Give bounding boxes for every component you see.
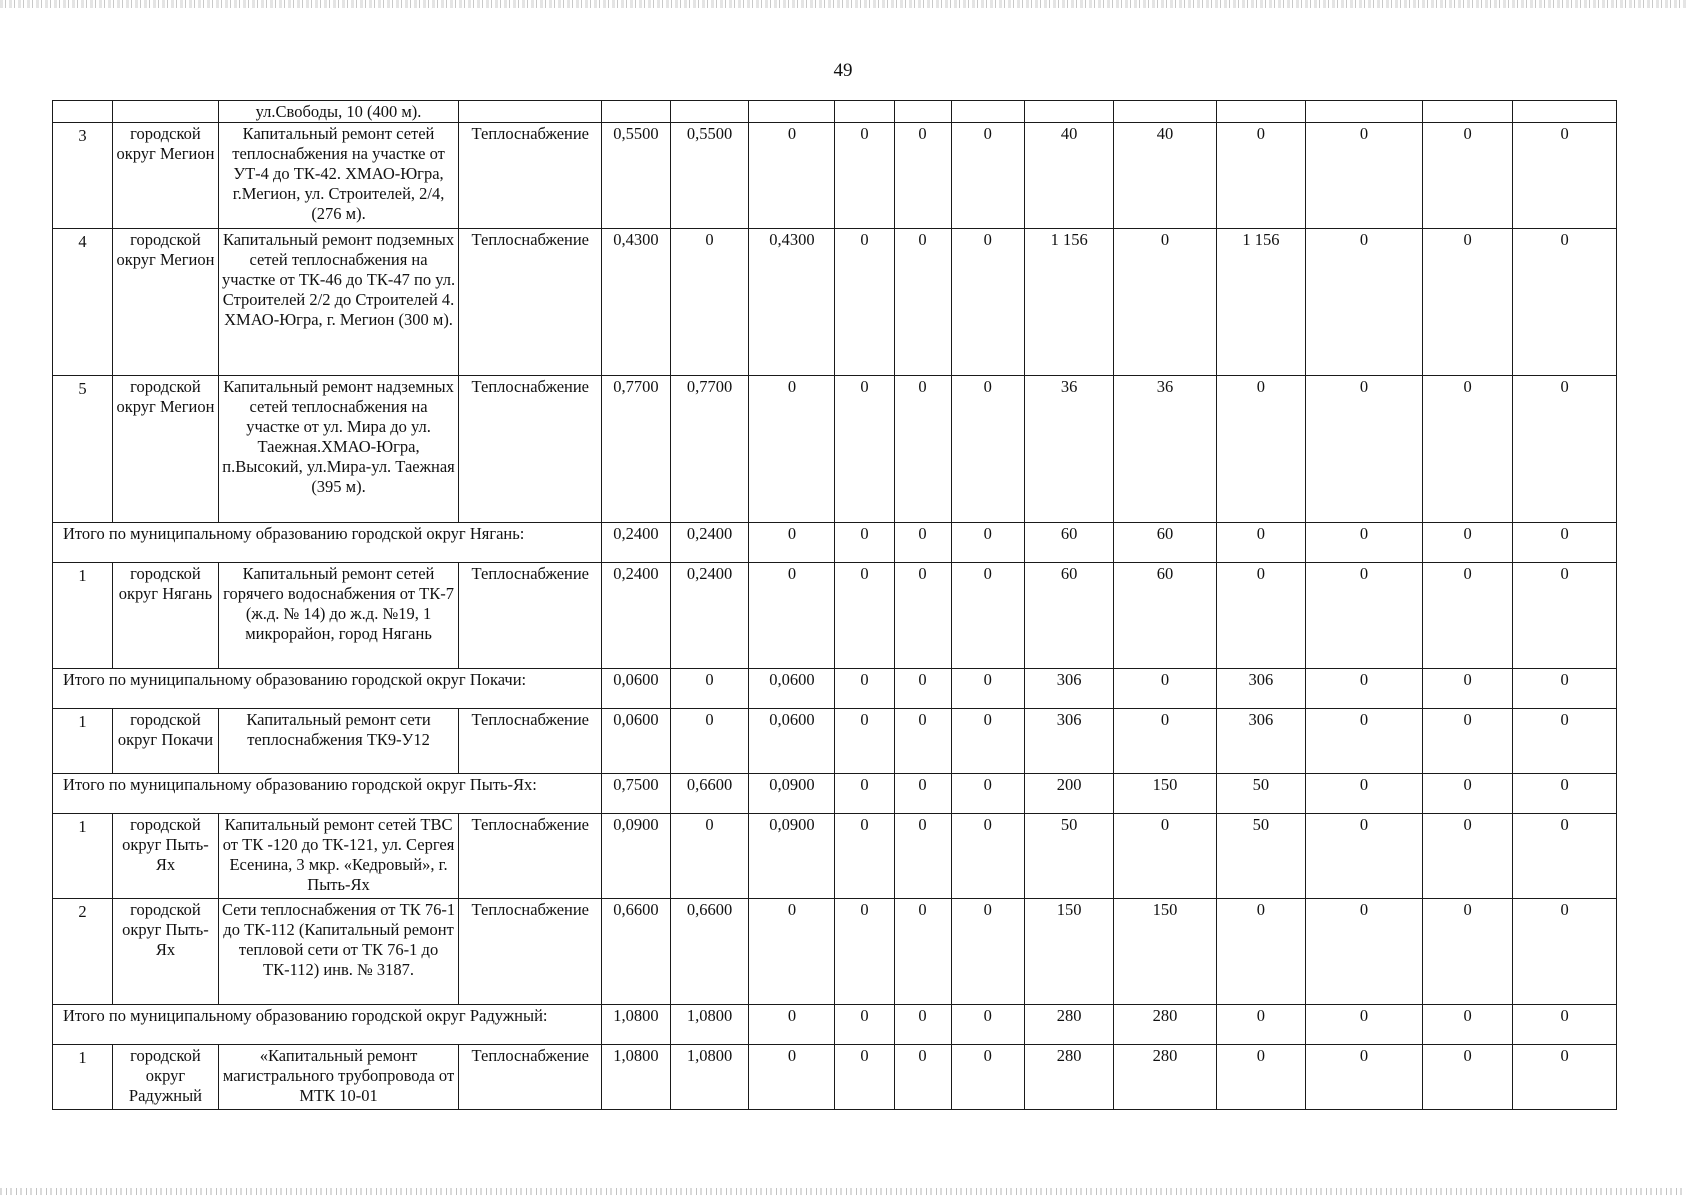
cell-value: 0: [1114, 229, 1217, 376]
cell-value: 0: [1423, 899, 1513, 1005]
cell-value: 36: [1114, 376, 1217, 523]
cell-value: 0: [835, 899, 894, 1005]
cell-value: 0: [670, 229, 749, 376]
table-row-subtotal: [53, 774, 1617, 814]
cell-value: 0: [1305, 523, 1422, 563]
cell-value: 306: [1216, 709, 1305, 774]
cell-value: 0: [1513, 774, 1617, 814]
cell-value: 0: [1513, 523, 1617, 563]
cell-kind: Теплоснабжение: [459, 709, 602, 774]
scan-edge-top: [0, 0, 1686, 8]
cell-value: 0,0600: [749, 669, 835, 709]
table-row: [53, 709, 1617, 774]
cell-value: 0: [1305, 1005, 1422, 1045]
cell-value: 0: [1513, 1005, 1617, 1045]
cell-value: 0: [951, 899, 1025, 1005]
program-table: [52, 100, 1617, 1110]
cell-value: 0: [1114, 709, 1217, 774]
cell-value: 0: [835, 123, 894, 229]
cell-no: [53, 101, 113, 123]
cell-value: 280: [1114, 1005, 1217, 1045]
cell-value: 0: [1216, 899, 1305, 1005]
cell-value: 0,0600: [749, 709, 835, 774]
table-row: [53, 814, 1617, 899]
cell-kind: Теплоснабжение: [459, 899, 602, 1005]
cell-object-name: ул.Свободы, 10 (400 м).: [218, 101, 458, 123]
cell-value: 0: [835, 669, 894, 709]
cell-value: 0: [1305, 563, 1422, 669]
cell-value: 0: [749, 523, 835, 563]
table-row-subtotal: [53, 669, 1617, 709]
cell-object-name: Капитальный ремонт подземных сетей теплоснабжения на участке от ТК-46 до ТК-47 по ул. Строителей 2/2 до Строителей 4. ХМАО-Югра, г. Мегион (300 м).: [218, 229, 458, 376]
cell-value: 0: [670, 669, 749, 709]
cell-value: 0: [1423, 523, 1513, 563]
cell-value: 0: [1305, 1045, 1422, 1110]
cell-value: 0: [835, 814, 894, 899]
cell-value: 0: [894, 376, 951, 523]
cell-value: 0: [1305, 709, 1422, 774]
cell-value: 50: [1025, 814, 1114, 899]
cell-value: 40: [1025, 123, 1114, 229]
cell-value: 0: [951, 669, 1025, 709]
cell-value: 0: [1305, 229, 1422, 376]
cell-value: [1513, 101, 1617, 123]
cell-municipality: городской округ Радужный: [113, 1045, 219, 1110]
cell-value: 0: [1513, 563, 1617, 669]
cell-value: 0: [749, 563, 835, 669]
cell-value: 50: [1216, 774, 1305, 814]
cell-value: 306: [1025, 669, 1114, 709]
cell-value: 0,6600: [670, 899, 749, 1005]
cell-object-name: Сети теплоснабжения от ТК 76-1 до ТК-112 (Капитальный ремонт тепловой сети от ТК 76-1 до ТК-112) инв. № 3187.: [218, 899, 458, 1005]
subtotal-label: Итого по муниципальному образованию городской округ Радужный:: [53, 1005, 602, 1045]
cell-value: 0: [1423, 774, 1513, 814]
cell-value: 0: [749, 899, 835, 1005]
cell-value: 0: [835, 563, 894, 669]
cell-no: 1: [53, 709, 113, 774]
cell-value: 0,7500: [602, 774, 670, 814]
cell-value: 0: [1513, 229, 1617, 376]
cell-value: 0: [1216, 563, 1305, 669]
cell-value: 0: [894, 123, 951, 229]
table-row: [53, 1045, 1617, 1110]
cell-value: [1305, 101, 1422, 123]
cell-value: 0: [1423, 709, 1513, 774]
cell-value: 0,2400: [670, 563, 749, 669]
cell-value: 0,5500: [602, 123, 670, 229]
cell-value: 0: [1513, 376, 1617, 523]
cell-value: [951, 101, 1025, 123]
cell-municipality: городской округ Покачи: [113, 709, 219, 774]
cell-value: 0: [894, 709, 951, 774]
cell-kind: Теплоснабжение: [459, 814, 602, 899]
cell-value: [1216, 101, 1305, 123]
cell-value: 0: [1513, 123, 1617, 229]
cell-municipality: городской округ Мегион: [113, 229, 219, 376]
cell-value: 0: [835, 523, 894, 563]
cell-value: 0: [1513, 669, 1617, 709]
table-row: [53, 123, 1617, 229]
cell-municipality: городской округ Мегион: [113, 376, 219, 523]
cell-value: 0: [1513, 899, 1617, 1005]
cell-value: [670, 101, 749, 123]
cell-value: 0: [1423, 376, 1513, 523]
cell-no: 1: [53, 1045, 113, 1110]
cell-object-name: Капитальный ремонт сетей теплоснабжения на участке от УТ-4 до ТК-42. ХМАО-Югра, г.Мегион, ул. Строителей, 2/4, (276 м).: [218, 123, 458, 229]
scan-edge-bottom: [0, 1188, 1686, 1195]
table-row: [53, 229, 1617, 376]
cell-value: 0: [951, 814, 1025, 899]
table-row-continuation: [53, 101, 1617, 123]
cell-value: 0: [894, 814, 951, 899]
page-number: 49: [833, 60, 853, 81]
cell-value: 0: [1423, 563, 1513, 669]
cell-value: 150: [1114, 774, 1217, 814]
table-row-subtotal: [53, 1005, 1617, 1045]
cell-value: 0,0900: [749, 814, 835, 899]
cell-value: 0: [749, 123, 835, 229]
cell-value: 0: [951, 774, 1025, 814]
cell-value: 40: [1114, 123, 1217, 229]
cell-value: 0: [670, 709, 749, 774]
cell-kind: Теплоснабжение: [459, 376, 602, 523]
cell-value: 0: [1513, 814, 1617, 899]
cell-value: 0: [1513, 709, 1617, 774]
cell-value: 1,0800: [670, 1045, 749, 1110]
cell-value: 0: [835, 229, 894, 376]
cell-value: 0,0600: [602, 669, 670, 709]
cell-value: 60: [1114, 563, 1217, 669]
cell-no: 1: [53, 814, 113, 899]
cell-value: 0: [749, 1045, 835, 1110]
cell-value: 36: [1025, 376, 1114, 523]
cell-value: 1,0800: [602, 1045, 670, 1110]
cell-value: 0: [951, 709, 1025, 774]
cell-value: 0: [1513, 1045, 1617, 1110]
cell-value: 1 156: [1216, 229, 1305, 376]
cell-value: 0: [1114, 669, 1217, 709]
cell-no: 3: [53, 123, 113, 229]
cell-object-name: Капитальный ремонт надземных сетей теплоснабжения на участке от ул. Мира до ул. Таежная.ХМАО-Югра, п.Высокий, ул.Мира-ул. Таежная (395 м).: [218, 376, 458, 523]
cell-value: 0: [951, 1005, 1025, 1045]
cell-value: 60: [1025, 523, 1114, 563]
cell-value: 0: [1305, 814, 1422, 899]
cell-value: 0: [894, 229, 951, 376]
cell-value: 280: [1025, 1045, 1114, 1110]
cell-value: 0,2400: [602, 563, 670, 669]
cell-value: [602, 101, 670, 123]
cell-value: 150: [1025, 899, 1114, 1005]
cell-value: 0: [951, 229, 1025, 376]
cell-value: 0: [1305, 774, 1422, 814]
cell-value: 0: [1114, 814, 1217, 899]
cell-object-name: Капитальный ремонт сетей ТВС от ТК -120 до ТК-121, ул. Сергея Есенина, 3 мкр. «Кедровый», г. Пыть-Ях: [218, 814, 458, 899]
cell-value: 0: [951, 376, 1025, 523]
cell-value: 0,0900: [602, 814, 670, 899]
cell-value: 0: [894, 669, 951, 709]
cell-no: 5: [53, 376, 113, 523]
cell-value: 0: [1216, 1045, 1305, 1110]
cell-value: 0: [894, 1045, 951, 1110]
cell-value: 0: [835, 709, 894, 774]
cell-value: [749, 101, 835, 123]
cell-municipality: [113, 101, 219, 123]
subtotal-label: Итого по муниципальному образованию городской округ Пыть-Ях:: [53, 774, 602, 814]
cell-value: 0,0600: [602, 709, 670, 774]
cell-kind: [459, 101, 602, 123]
cell-object-name: «Капитальный ремонт магистрального трубопровода от МТК 10-01: [218, 1045, 458, 1110]
cell-value: 0,7700: [602, 376, 670, 523]
cell-value: 60: [1025, 563, 1114, 669]
cell-value: 60: [1114, 523, 1217, 563]
cell-value: 0,6600: [670, 774, 749, 814]
cell-value: [1114, 101, 1217, 123]
cell-value: 0: [1423, 123, 1513, 229]
cell-value: 0: [1423, 1045, 1513, 1110]
cell-no: 4: [53, 229, 113, 376]
cell-value: 150: [1114, 899, 1217, 1005]
cell-value: 0: [894, 563, 951, 669]
cell-value: 1,0800: [602, 1005, 670, 1045]
cell-value: 280: [1025, 1005, 1114, 1045]
cell-value: 0,2400: [670, 523, 749, 563]
cell-value: [1025, 101, 1114, 123]
cell-value: 0: [894, 1005, 951, 1045]
cell-value: 0: [1216, 1005, 1305, 1045]
cell-value: 0: [894, 899, 951, 1005]
cell-value: 0: [894, 774, 951, 814]
cell-value: 0: [1216, 376, 1305, 523]
cell-value: 1 156: [1025, 229, 1114, 376]
cell-value: 0: [1423, 669, 1513, 709]
cell-value: 0,4300: [602, 229, 670, 376]
cell-value: 306: [1025, 709, 1114, 774]
cell-value: 0: [1305, 669, 1422, 709]
subtotal-label: Итого по муниципальному образованию городской округ Покачи:: [53, 669, 602, 709]
cell-municipality: городской округ Пыть-Ях: [113, 814, 219, 899]
cell-value: 280: [1114, 1045, 1217, 1110]
cell-value: 0: [835, 376, 894, 523]
cell-value: 1,0800: [670, 1005, 749, 1045]
cell-value: 0: [1305, 376, 1422, 523]
cell-value: 0: [670, 814, 749, 899]
cell-value: 0: [951, 1045, 1025, 1110]
cell-value: 200: [1025, 774, 1114, 814]
cell-value: 0: [1305, 123, 1422, 229]
cell-value: [1423, 101, 1513, 123]
cell-value: 0,2400: [602, 523, 670, 563]
cell-value: 0: [1216, 523, 1305, 563]
cell-municipality: городской округ Нягань: [113, 563, 219, 669]
cell-value: 0: [1305, 899, 1422, 1005]
cell-kind: Теплоснабжение: [459, 123, 602, 229]
cell-value: 0: [835, 1005, 894, 1045]
cell-value: 0: [1423, 814, 1513, 899]
cell-municipality: городской округ Пыть-Ях: [113, 899, 219, 1005]
cell-value: 0,5500: [670, 123, 749, 229]
table-row: [53, 563, 1617, 669]
cell-no: 2: [53, 899, 113, 1005]
cell-object-name: Капитальный ремонт сетей горячего водоснабжения от ТК-7 (ж.д. № 14) до ж.д. №19, 1 микрорайон, город Нягань: [218, 563, 458, 669]
cell-value: 0,6600: [602, 899, 670, 1005]
cell-value: 0: [894, 523, 951, 563]
cell-no: 1: [53, 563, 113, 669]
table-row-subtotal: [53, 523, 1617, 563]
cell-value: 0: [1423, 229, 1513, 376]
cell-value: 0: [835, 774, 894, 814]
cell-value: 0: [951, 563, 1025, 669]
subtotal-label: Итого по муниципальному образованию городской округ Нягань:: [53, 523, 602, 563]
cell-value: 0: [951, 123, 1025, 229]
cell-value: 0: [835, 1045, 894, 1110]
cell-value: 0,4300: [749, 229, 835, 376]
cell-kind: Теплоснабжение: [459, 563, 602, 669]
cell-value: 0: [749, 376, 835, 523]
cell-value: 0,0900: [749, 774, 835, 814]
cell-value: 0: [1423, 1005, 1513, 1045]
cell-kind: Теплоснабжение: [459, 1045, 602, 1110]
cell-value: [835, 101, 894, 123]
cell-value: 306: [1216, 669, 1305, 709]
cell-value: 0: [1216, 123, 1305, 229]
cell-value: [894, 101, 951, 123]
cell-value: 0: [749, 1005, 835, 1045]
cell-object-name: Капитальный ремонт сети теплоснабжения ТК9-У12: [218, 709, 458, 774]
table-row: [53, 899, 1617, 1005]
cell-value: 0: [951, 523, 1025, 563]
cell-kind: Теплоснабжение: [459, 229, 602, 376]
cell-value: 50: [1216, 814, 1305, 899]
cell-municipality: городской округ Мегион: [113, 123, 219, 229]
table-row: [53, 376, 1617, 523]
cell-value: 0,7700: [670, 376, 749, 523]
